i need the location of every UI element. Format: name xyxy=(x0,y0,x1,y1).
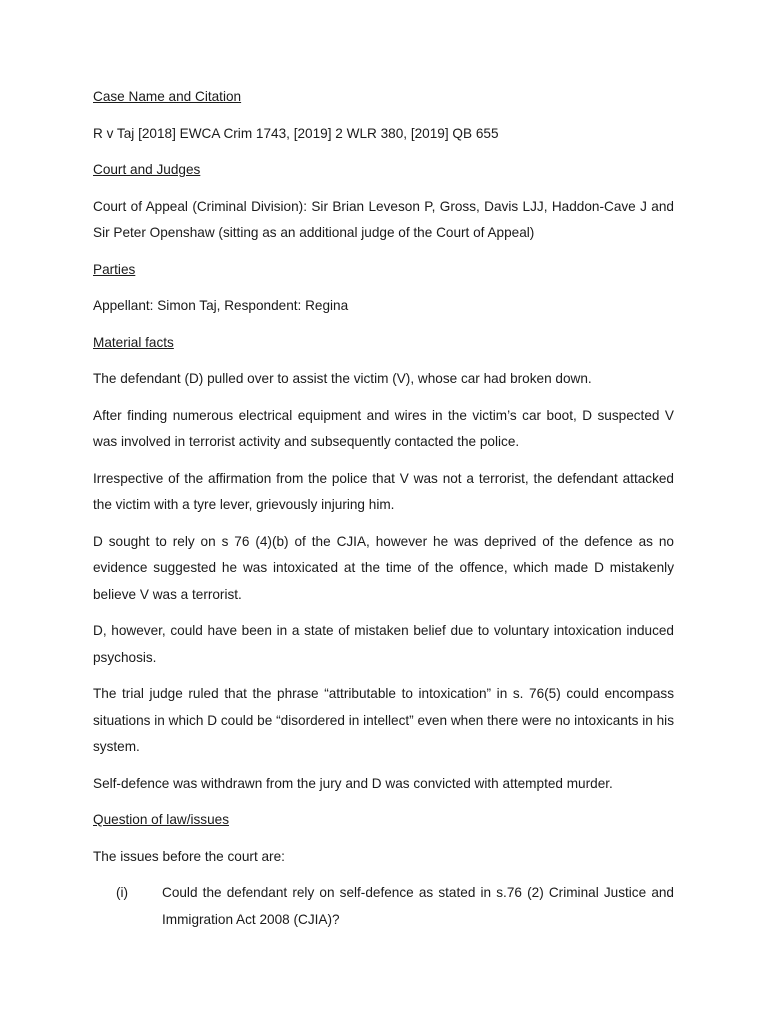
fact-paragraph: D, however, could have been in a state of mistaken belief due to voluntary intoxication induced psychosis. xyxy=(93,623,674,665)
issue-list-item xyxy=(93,880,674,933)
court-heading: Court and Judges xyxy=(93,162,201,177)
fact-paragraph: Irrespective of the affirmation from the police that V was not a terrorist, the defendant attacked the victim with a tyre lever, grievously injuring him. xyxy=(93,470,674,512)
issue-marker: (i) xyxy=(116,885,129,900)
issue-text: Could the defendant rely on self-defence as stated in s.76 (2) Criminal Justice and Immigration Act 2008 (CJIA)? xyxy=(162,885,674,927)
case-name-heading: Case Name and Citation xyxy=(93,89,242,104)
document-body xyxy=(93,84,674,933)
fact-paragraph: The trial judge ruled that the phrase “attributable to intoxication” in s. 76(5) could encompass situations in which D could be “disordered in intellect” even when there were no intoxicants in his system. xyxy=(93,686,674,754)
parties-heading: Parties xyxy=(93,261,136,277)
fact-paragraph: The defendant (D) pulled over to assist the victim (V), whose car had broken down. xyxy=(93,371,592,386)
material-facts-heading: Material facts xyxy=(93,334,174,350)
fact-paragraph: Self-defence was withdrawn from the jury and D was convicted with attempted murder. xyxy=(93,775,613,791)
fact-paragraph: After finding numerous electrical equipment and wires in the victim’s car boot, D suspected V was involved in terrorist activity and subsequently contacted the police. xyxy=(93,407,674,449)
court-text: Court of Appeal (Criminal Division): Sir Brian Leveson P, Gross, Davis LJJ, Haddon-Cave J and Sir Peter Openshaw (sitting as an additional judge of the Court of Appeal) xyxy=(93,198,674,240)
fact-paragraph: D sought to rely on s 76 (4)(b) of the CJIA, however he was deprived of the defence as no evidence suggested he was intoxicated at the time of the offence, which made D mistakenly believe V was a terrorist. xyxy=(93,533,674,602)
issues-heading: Question of law/issues xyxy=(93,812,230,827)
parties-text: Appellant: Simon Taj, Respondent: Regina xyxy=(93,298,349,313)
issues-intro: The issues before the court are: xyxy=(93,848,285,864)
citation-text: R v Taj [2018] EWCA Crim 1743, [2019] 2 WLR 380, [2019] QB 655 xyxy=(93,125,499,141)
